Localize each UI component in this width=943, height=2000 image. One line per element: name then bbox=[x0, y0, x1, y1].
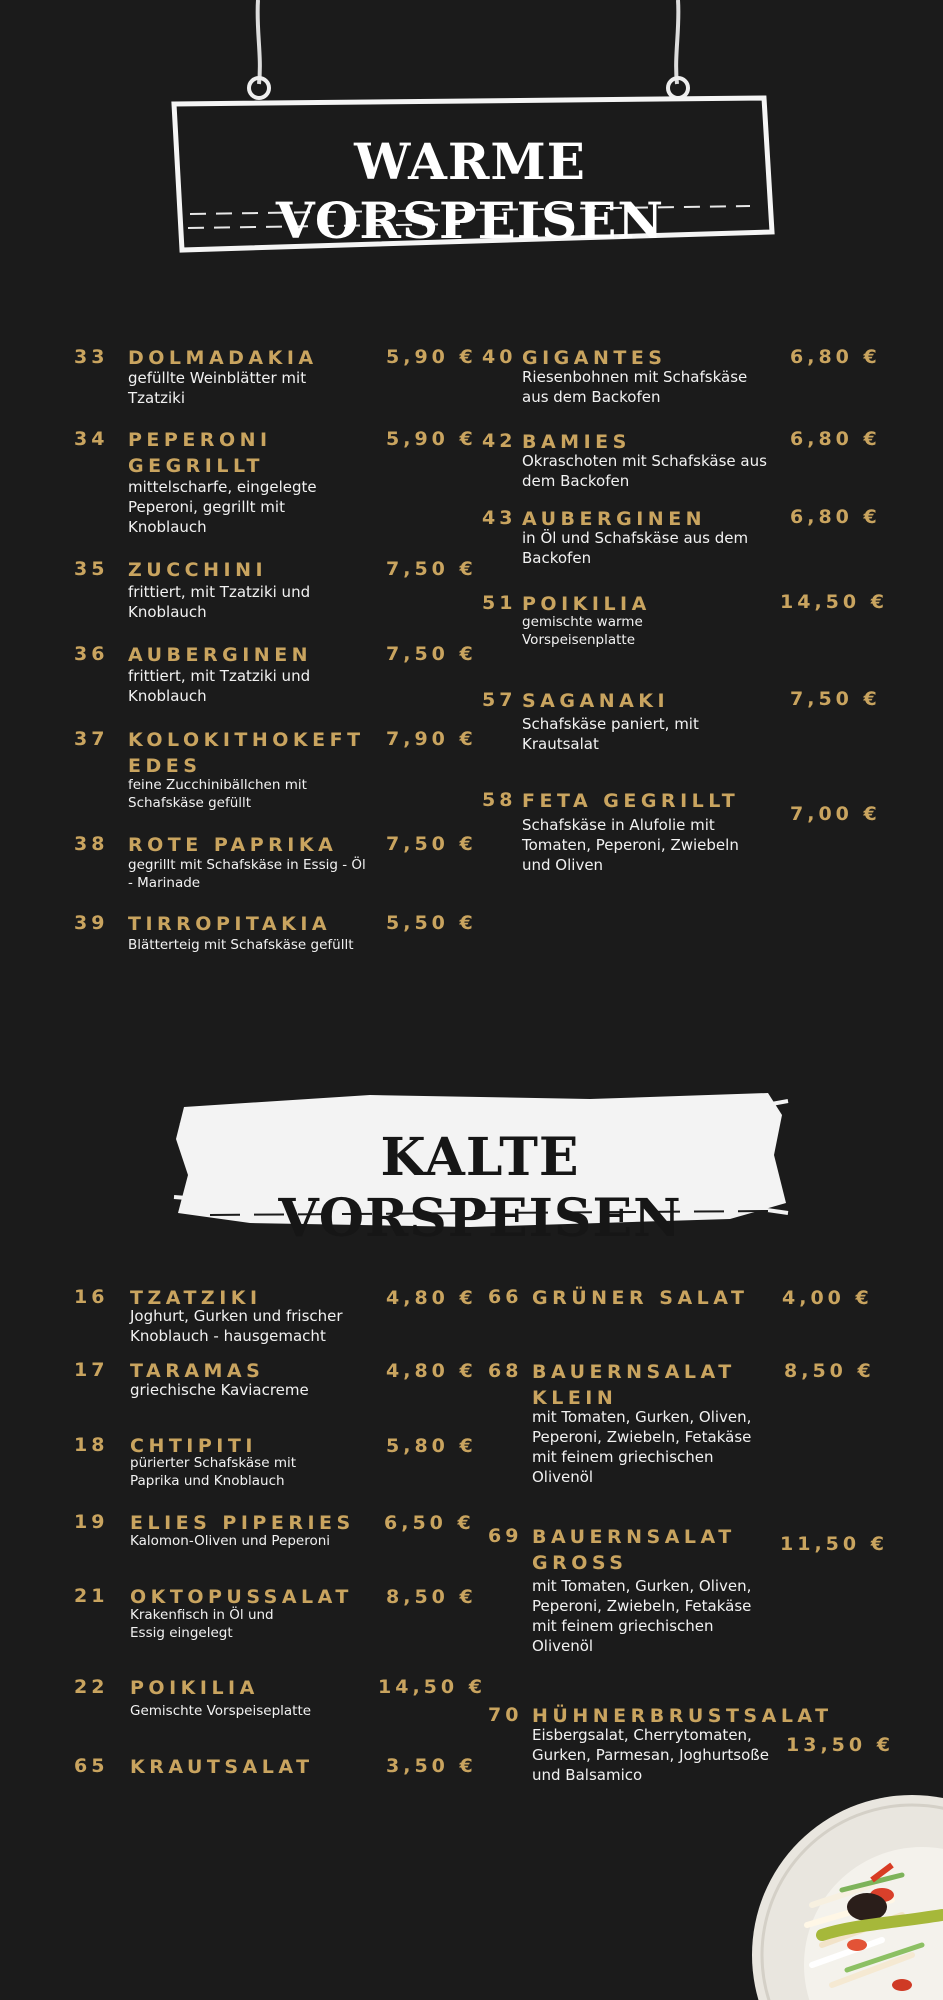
item-price: 6,80 € bbox=[790, 506, 881, 528]
item-price: 7,50 € bbox=[386, 833, 477, 855]
item-number: 69 bbox=[488, 1525, 523, 1547]
item-description: in Öl und Schafskäse aus dem Backofen bbox=[522, 529, 749, 567]
item-number: 65 bbox=[74, 1755, 109, 1777]
item-number: 57 bbox=[482, 689, 517, 711]
item-description: frittiert, mit Tzatziki und Knoblauch bbox=[128, 583, 311, 621]
item-name: ELIES PIPERIES bbox=[130, 1512, 355, 1534]
item-number: 34 bbox=[74, 428, 109, 450]
item-price: 5,90 € bbox=[386, 346, 477, 368]
item-name: BAMIES bbox=[522, 431, 631, 453]
item-number: 18 bbox=[74, 1434, 109, 1456]
item-number: 40 bbox=[482, 346, 517, 368]
item-price: 4,80 € bbox=[386, 1287, 477, 1309]
item-name: TZATZIKI bbox=[130, 1287, 262, 1309]
item-price: 7,90 € bbox=[386, 728, 477, 750]
item-number: 42 bbox=[482, 430, 517, 452]
item-description: pürierter Schafskäse mit Paprika und Knoblauch bbox=[130, 1455, 297, 1489]
item-number: 43 bbox=[482, 507, 517, 529]
item-description: Schafskäse paniert, mit Krautsalat bbox=[522, 715, 699, 753]
item-name: GRÜNER SALAT bbox=[532, 1287, 749, 1309]
item-name: CHTIPITI bbox=[130, 1435, 257, 1457]
warm-section-title: WARME VORSPEISEN bbox=[275, 132, 665, 250]
brush-banner bbox=[170, 1085, 790, 1249]
item-description: gefüllte Weinblätter mit Tzatziki bbox=[128, 369, 307, 407]
item-name: SAGANAKI bbox=[522, 690, 670, 712]
item-name: FETA GEGRILLT bbox=[522, 790, 740, 812]
item-price: 5,80 € bbox=[386, 1435, 477, 1457]
item-price: 4,80 € bbox=[386, 1360, 477, 1382]
item-price: 8,50 € bbox=[386, 1586, 477, 1608]
item-number: 33 bbox=[74, 346, 109, 368]
item-price: 8,50 € bbox=[784, 1360, 875, 1382]
item-name: POIKILIA bbox=[522, 593, 651, 615]
item-description: gemischte warme Vorspeisenplatte bbox=[522, 614, 643, 648]
item-name: AUBERGINEN bbox=[128, 644, 313, 666]
item-number: 39 bbox=[74, 912, 109, 934]
item-name: PEPERONI GEGRILLT bbox=[128, 429, 272, 477]
item-price: 5,90 € bbox=[386, 428, 477, 450]
item-price: 7,50 € bbox=[790, 688, 881, 710]
item-description: Gemischte Vorspeiseplatte bbox=[130, 1703, 312, 1719]
item-description: Eisbergsalat, Cherrytomaten, Gurken, Parmesan, Joghurtsoße und Balsamico bbox=[532, 1726, 769, 1784]
item-description: griechische Kaviacreme bbox=[130, 1381, 309, 1399]
salad-plate-image bbox=[752, 1795, 943, 2000]
item-number: 58 bbox=[482, 789, 517, 811]
item-description: frittiert, mit Tzatziki und Knoblauch bbox=[128, 667, 311, 705]
item-number: 70 bbox=[488, 1704, 523, 1726]
item-description: gegrillt mit Schafskäse in Essig - Öl - Marinade bbox=[128, 857, 366, 891]
item-name: GIGANTES bbox=[522, 347, 667, 369]
item-price: 6,80 € bbox=[790, 428, 881, 450]
item-description: Joghurt, Gurken und frischer Knoblauch - hausgemacht bbox=[130, 1307, 343, 1345]
item-price: 7,00 € bbox=[790, 803, 881, 825]
item-name: KOLOKITHOKEFTEDES bbox=[128, 729, 365, 777]
item-description: Blätterteig mit Schafskäse gefüllt bbox=[128, 937, 354, 953]
hanging-sign bbox=[160, 0, 780, 260]
item-description: Schafskäse in Alufolie mit Tomaten, Peperoni, Zwiebeln und Oliven bbox=[522, 816, 739, 874]
item-name: HÜHNERBRUSTSALAT bbox=[532, 1705, 833, 1727]
item-number: 16 bbox=[74, 1286, 109, 1308]
item-description: Riesenbohnen mit Schafskäse aus dem Backofen bbox=[522, 368, 748, 406]
item-name: OKTOPUSSALAT bbox=[130, 1586, 353, 1608]
item-name: TARAMAS bbox=[130, 1360, 265, 1382]
item-name: KRAUTSALAT bbox=[130, 1756, 314, 1778]
item-price: 7,50 € bbox=[386, 643, 477, 665]
item-description: Krakenfisch in Öl und Essig eingelegt bbox=[130, 1607, 274, 1641]
item-number: 35 bbox=[74, 558, 109, 580]
item-number: 22 bbox=[74, 1676, 109, 1698]
cold-section-title: KALTE VORSPEISEN bbox=[278, 1127, 682, 1249]
item-number: 21 bbox=[74, 1585, 109, 1607]
item-description: mit Tomaten, Gurken, Oliven, Peperoni, Zwiebeln, Fetakäse mit feinem griechischen Olivenöl bbox=[532, 1577, 752, 1655]
item-price: 6,50 € bbox=[384, 1512, 475, 1534]
item-name: DOLMADAKIA bbox=[128, 347, 318, 369]
item-name: AUBERGINEN bbox=[522, 508, 707, 530]
item-number: 51 bbox=[482, 592, 517, 614]
item-price: 14,50 € bbox=[378, 1676, 486, 1698]
item-name: ROTE PAPRIKA bbox=[128, 834, 338, 856]
item-description: mit Tomaten, Gurken, Oliven, Peperoni, Zwiebeln, Fetakäse mit feinem griechischen Olivenöl bbox=[532, 1408, 752, 1486]
item-number: 38 bbox=[74, 833, 109, 855]
item-number: 19 bbox=[74, 1511, 109, 1533]
item-description: Okraschoten mit Schafskäse aus dem Backofen bbox=[522, 452, 767, 490]
item-description: Kalomon-Oliven und Peperoni bbox=[130, 1533, 331, 1549]
item-name: TIRROPITAKIA bbox=[128, 913, 332, 935]
item-description: feine Zucchinibällchen mit Schafskäse gefüllt bbox=[128, 777, 307, 811]
item-number: 37 bbox=[74, 728, 109, 750]
item-number: 68 bbox=[488, 1360, 523, 1382]
item-name: BAUERNSALAT KLEIN bbox=[532, 1361, 736, 1409]
plate-icon bbox=[752, 1795, 943, 2000]
item-price: 14,50 € bbox=[780, 591, 888, 613]
item-name: ZUCCHINI bbox=[128, 559, 268, 581]
item-number: 17 bbox=[74, 1359, 109, 1381]
item-price: 3,50 € bbox=[386, 1755, 477, 1777]
item-price: 5,50 € bbox=[386, 912, 477, 934]
item-price: 13,50 € bbox=[786, 1734, 894, 1756]
item-price: 11,50 € bbox=[780, 1533, 888, 1555]
item-number: 36 bbox=[74, 643, 109, 665]
item-number: 66 bbox=[488, 1286, 523, 1308]
item-description: mittelscharfe, eingelegte Peperoni, gegrillt mit Knoblauch bbox=[128, 478, 317, 536]
item-name: POIKILIA bbox=[130, 1677, 259, 1699]
item-price: 4,00 € bbox=[782, 1287, 873, 1309]
item-name: BAUERNSALAT GROSS bbox=[532, 1526, 736, 1574]
item-price: 6,80 € bbox=[790, 346, 881, 368]
item-price: 7,50 € bbox=[386, 558, 477, 580]
